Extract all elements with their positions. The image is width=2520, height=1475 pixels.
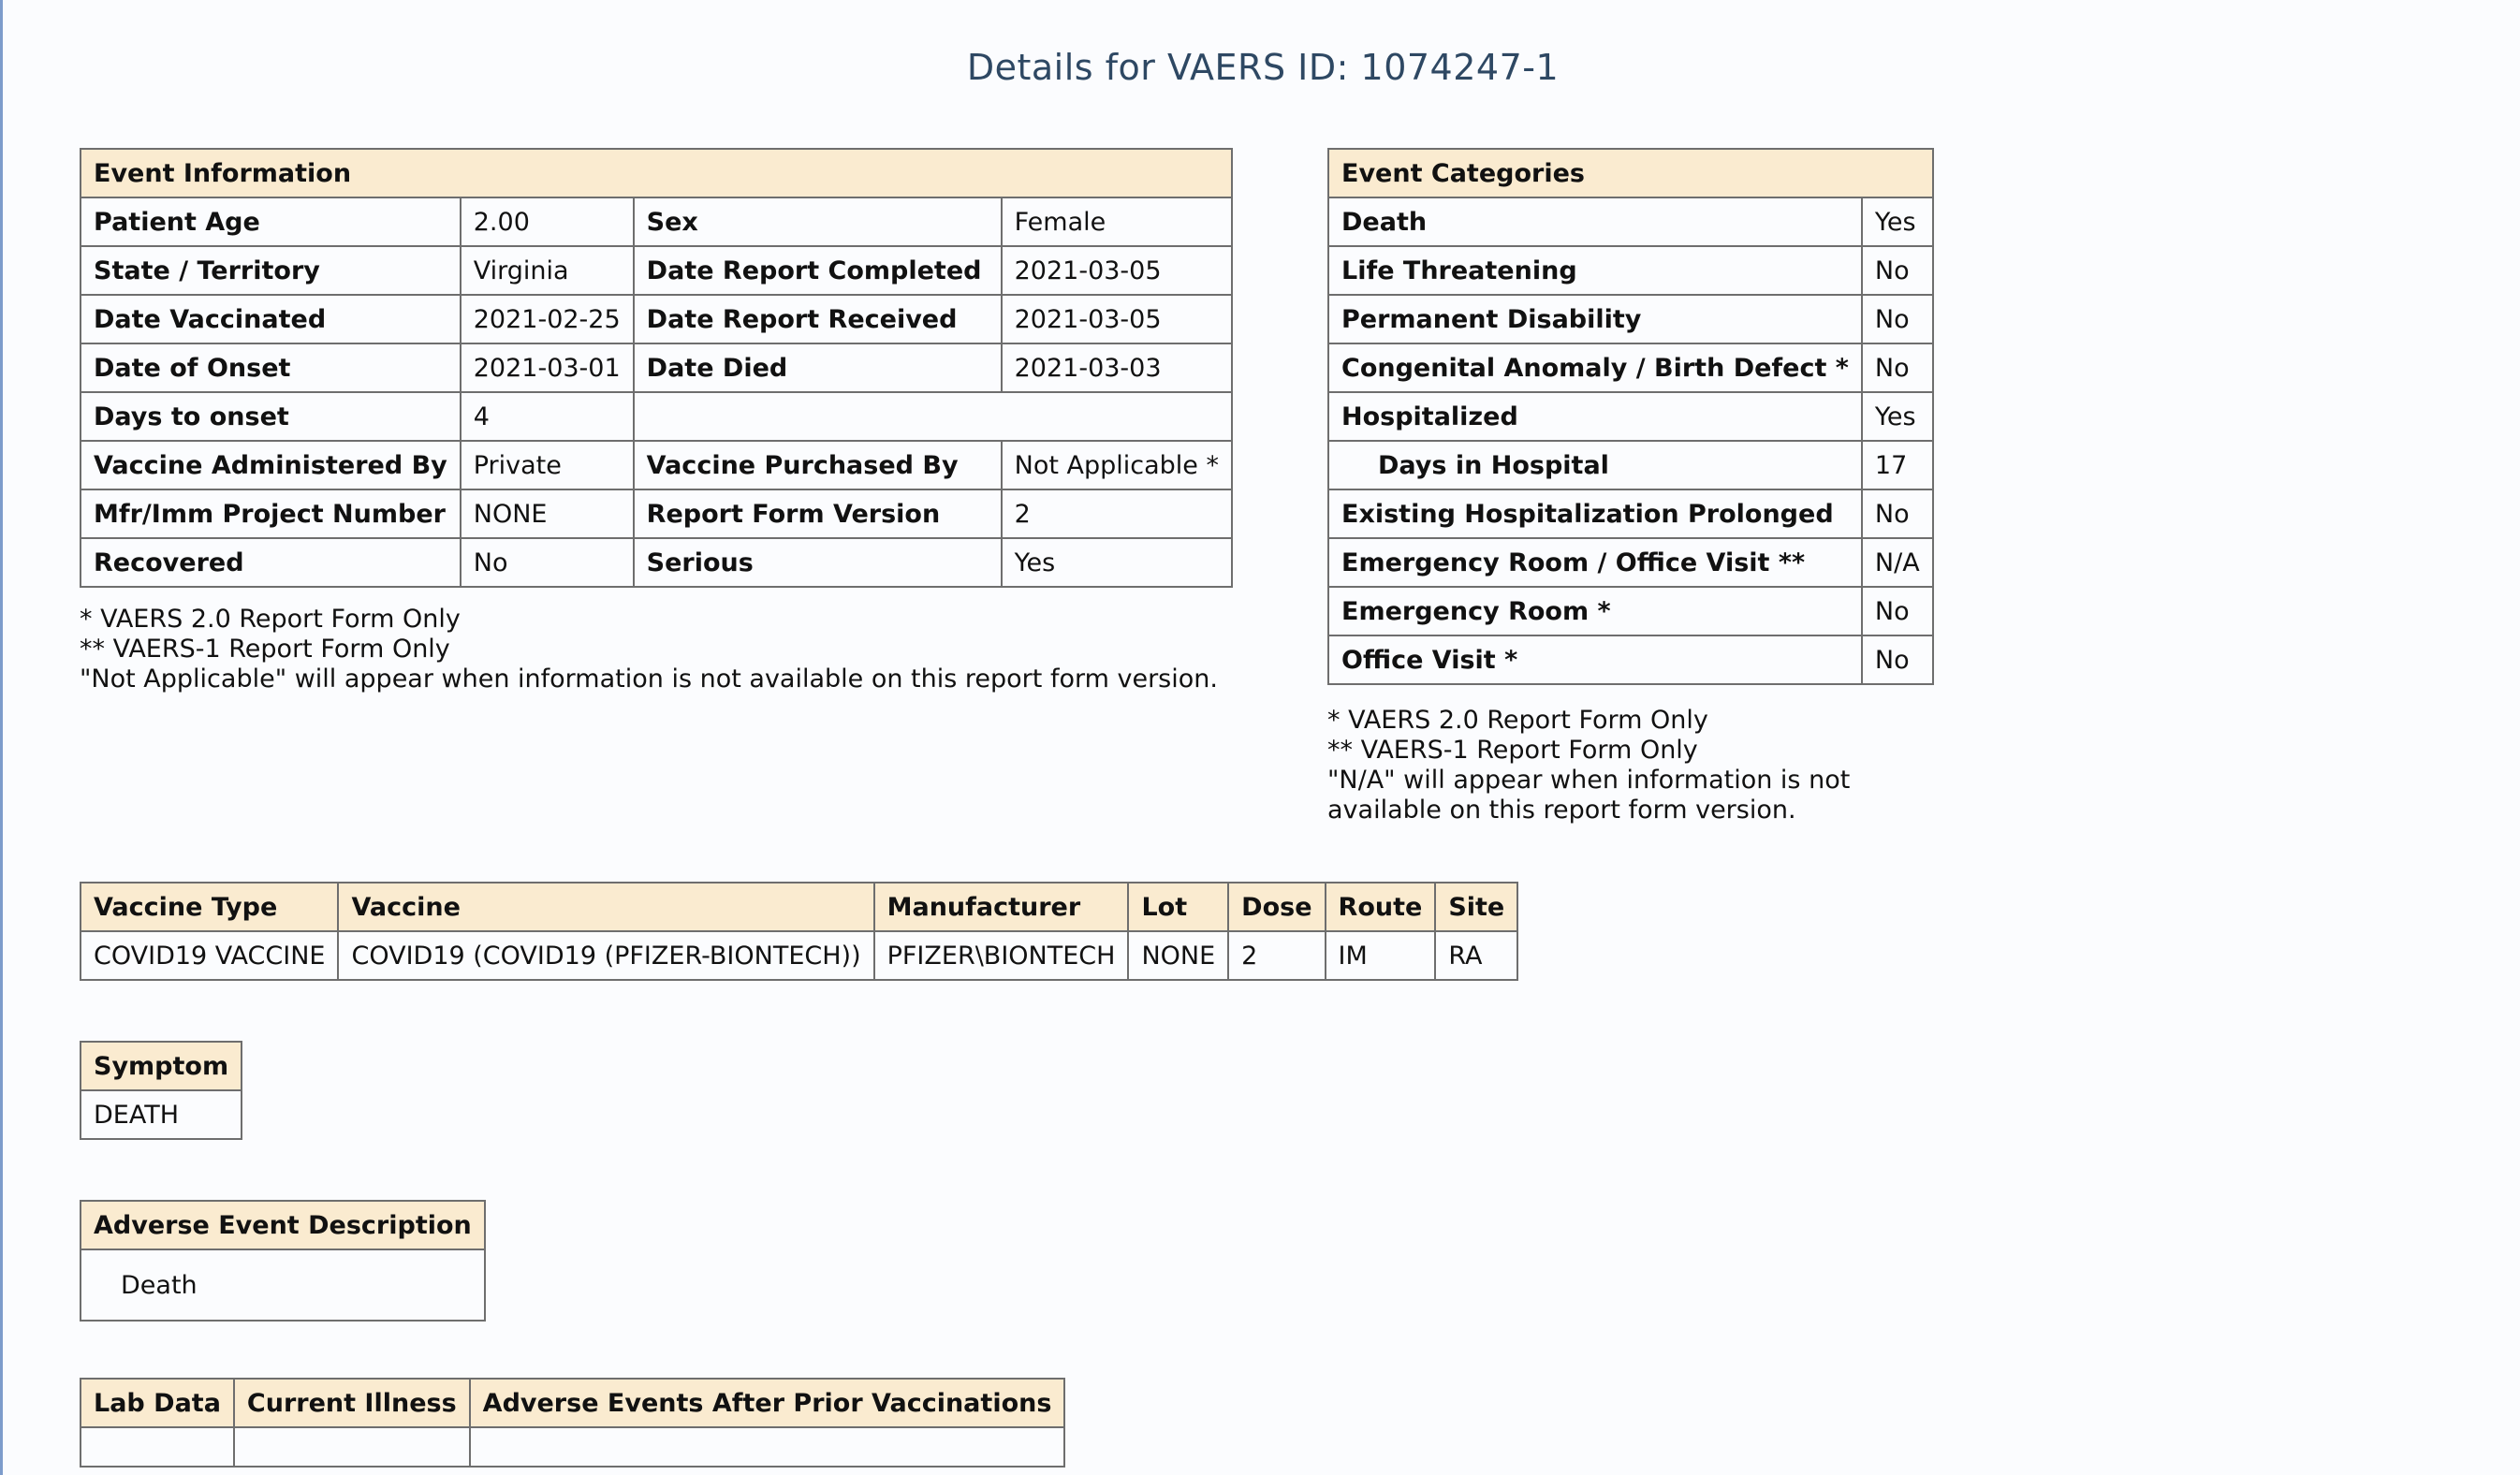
table-row bbox=[81, 295, 1232, 343]
table-row bbox=[81, 1249, 485, 1321]
symptom-value: DEATH bbox=[81, 1090, 242, 1139]
state-label: State / Territory bbox=[81, 246, 461, 295]
table-row bbox=[1328, 197, 1933, 246]
date-report-received-label: Date Report Received bbox=[634, 295, 1002, 343]
report-form-version-label: Report Form Version bbox=[634, 489, 1002, 538]
serious-label: Serious bbox=[634, 538, 1002, 587]
permanent-disability-label: Permanent Disability bbox=[1328, 295, 1862, 343]
table-row bbox=[81, 1427, 1064, 1467]
column-header: Manufacturer bbox=[874, 883, 1129, 931]
table-row bbox=[81, 931, 1517, 980]
column-header: Route bbox=[1326, 883, 1436, 931]
emergency-room-label: Emergency Room * bbox=[1328, 587, 1862, 635]
emergency-room-value: No bbox=[1862, 587, 1933, 635]
table-row bbox=[1328, 246, 1933, 295]
office-visit-label: Office Visit * bbox=[1328, 635, 1862, 684]
lab-illness-prior-table bbox=[80, 1378, 1065, 1468]
empty-cell bbox=[634, 392, 1232, 441]
site-cell: RA bbox=[1435, 931, 1517, 980]
table-row bbox=[1328, 635, 1933, 684]
route-cell: IM bbox=[1326, 931, 1436, 980]
vaccine-type-cell: COVID19 VACCINE bbox=[81, 931, 338, 980]
event-information-header: Event Information bbox=[81, 149, 1232, 197]
table-row bbox=[1328, 343, 1933, 392]
footnote: "N/A" will appear when information is not available on this report form version. bbox=[1327, 766, 1851, 825]
table-row bbox=[81, 489, 1232, 538]
date-of-onset-label: Date of Onset bbox=[81, 343, 461, 392]
adverse-event-description-header: Adverse Event Description bbox=[81, 1201, 485, 1249]
column-header: Vaccine Type bbox=[81, 883, 338, 931]
date-report-completed-value: 2021-03-05 bbox=[1002, 246, 1232, 295]
office-visit-value: No bbox=[1862, 635, 1933, 684]
table-row bbox=[81, 246, 1232, 295]
page-title: Details for VAERS ID: 1074247-1 bbox=[966, 47, 1560, 88]
days-in-hospital-value: 17 bbox=[1862, 441, 1933, 489]
event-categories-table bbox=[1327, 148, 1934, 685]
recovered-value: No bbox=[461, 538, 634, 587]
footnote: ** VAERS-1 Report Form Only bbox=[1327, 736, 1698, 765]
prior-vaccinations-header: Adverse Events After Prior Vaccinations bbox=[470, 1379, 1065, 1427]
vaccine-cell: COVID19 (COVID19 (PFIZER-BIONTECH)) bbox=[338, 931, 873, 980]
date-vaccinated-value: 2021-02-25 bbox=[461, 295, 634, 343]
current-illness-header: Current Illness bbox=[234, 1379, 470, 1427]
table-row bbox=[1328, 295, 1933, 343]
report-form-version-value: 2 bbox=[1002, 489, 1232, 538]
vaccine-purchased-by-label: Vaccine Purchased By bbox=[634, 441, 1002, 489]
sex-label: Sex bbox=[634, 197, 1002, 246]
table-header-row bbox=[81, 1379, 1064, 1427]
patient-age-value: 2.00 bbox=[461, 197, 634, 246]
hospitalized-value: Yes bbox=[1862, 392, 1933, 441]
footnote: ** VAERS-1 Report Form Only bbox=[80, 635, 450, 664]
column-header: Vaccine bbox=[338, 883, 873, 931]
death-value: Yes bbox=[1862, 197, 1933, 246]
table-row bbox=[81, 343, 1232, 392]
table-header-row bbox=[81, 883, 1517, 931]
date-died-label: Date Died bbox=[634, 343, 1002, 392]
table-row bbox=[1328, 392, 1933, 441]
congenital-anomaly-label: Congenital Anomaly / Birth Defect * bbox=[1328, 343, 1862, 392]
date-died-value: 2021-03-03 bbox=[1002, 343, 1232, 392]
column-header: Dose bbox=[1228, 883, 1325, 931]
table-row bbox=[1328, 489, 1933, 538]
state-value: Virginia bbox=[461, 246, 634, 295]
existing-hospitalization-label: Existing Hospitalization Prolonged bbox=[1328, 489, 1862, 538]
event-categories-notes bbox=[1327, 706, 1889, 825]
current-illness-cell bbox=[234, 1427, 470, 1467]
vaccine-table bbox=[80, 882, 1518, 981]
death-label: Death bbox=[1328, 197, 1862, 246]
mfr-project-number-value: NONE bbox=[461, 489, 634, 538]
mfr-project-number-label: Mfr/Imm Project Number bbox=[81, 489, 461, 538]
column-header: Site bbox=[1435, 883, 1517, 931]
date-report-completed-label: Date Report Completed bbox=[634, 246, 1002, 295]
vaccine-administered-by-value: Private bbox=[461, 441, 634, 489]
patient-age-label: Patient Age bbox=[81, 197, 461, 246]
lab-data-cell bbox=[81, 1427, 234, 1467]
table-row bbox=[81, 1090, 242, 1139]
life-threatening-label: Life Threatening bbox=[1328, 246, 1862, 295]
days-in-hospital-label: Days in Hospital bbox=[1328, 441, 1862, 489]
table-row bbox=[81, 538, 1232, 587]
date-vaccinated-label: Date Vaccinated bbox=[81, 295, 461, 343]
permanent-disability-value: No bbox=[1862, 295, 1933, 343]
vaccine-purchased-by-value: Not Applicable * bbox=[1002, 441, 1232, 489]
prior-vaccinations-cell bbox=[470, 1427, 1065, 1467]
lot-cell: NONE bbox=[1128, 931, 1228, 980]
hospitalized-label: Hospitalized bbox=[1328, 392, 1862, 441]
sex-value: Female bbox=[1002, 197, 1232, 246]
footnote: * VAERS 2.0 Report Form Only bbox=[1327, 706, 1708, 735]
days-to-onset-label: Days to onset bbox=[81, 392, 461, 441]
congenital-anomaly-value: No bbox=[1862, 343, 1933, 392]
dose-cell: 2 bbox=[1228, 931, 1325, 980]
table-row bbox=[81, 392, 1232, 441]
table-row bbox=[81, 197, 1232, 246]
life-threatening-value: No bbox=[1862, 246, 1933, 295]
table-row bbox=[81, 441, 1232, 489]
symptom-table bbox=[80, 1041, 242, 1140]
manufacturer-cell: PFIZER\BIONTECH bbox=[874, 931, 1129, 980]
event-information-notes bbox=[80, 605, 1218, 694]
event-information-table bbox=[80, 148, 1233, 588]
date-of-onset-value: 2021-03-01 bbox=[461, 343, 634, 392]
er-office-visit-label: Emergency Room / Office Visit ** bbox=[1328, 538, 1862, 587]
symptom-header: Symptom bbox=[81, 1042, 242, 1090]
event-categories-header: Event Categories bbox=[1328, 149, 1933, 197]
column-header: Lot bbox=[1128, 883, 1228, 931]
adverse-event-description-value: Death bbox=[81, 1249, 485, 1321]
days-to-onset-value: 4 bbox=[461, 392, 634, 441]
date-report-received-value: 2021-03-05 bbox=[1002, 295, 1232, 343]
er-office-visit-value: N/A bbox=[1862, 538, 1933, 587]
serious-value: Yes bbox=[1002, 538, 1232, 587]
table-row bbox=[1328, 441, 1933, 489]
table-row bbox=[1328, 587, 1933, 635]
adverse-event-description-table bbox=[80, 1200, 486, 1322]
lab-data-header: Lab Data bbox=[81, 1379, 234, 1427]
recovered-label: Recovered bbox=[81, 538, 461, 587]
footnote: * VAERS 2.0 Report Form Only bbox=[80, 605, 461, 634]
vaccine-administered-by-label: Vaccine Administered By bbox=[81, 441, 461, 489]
existing-hospitalization-value: No bbox=[1862, 489, 1933, 538]
footnote: "Not Applicable" will appear when information is not available on this report form version. bbox=[80, 664, 1218, 694]
table-row bbox=[1328, 538, 1933, 587]
